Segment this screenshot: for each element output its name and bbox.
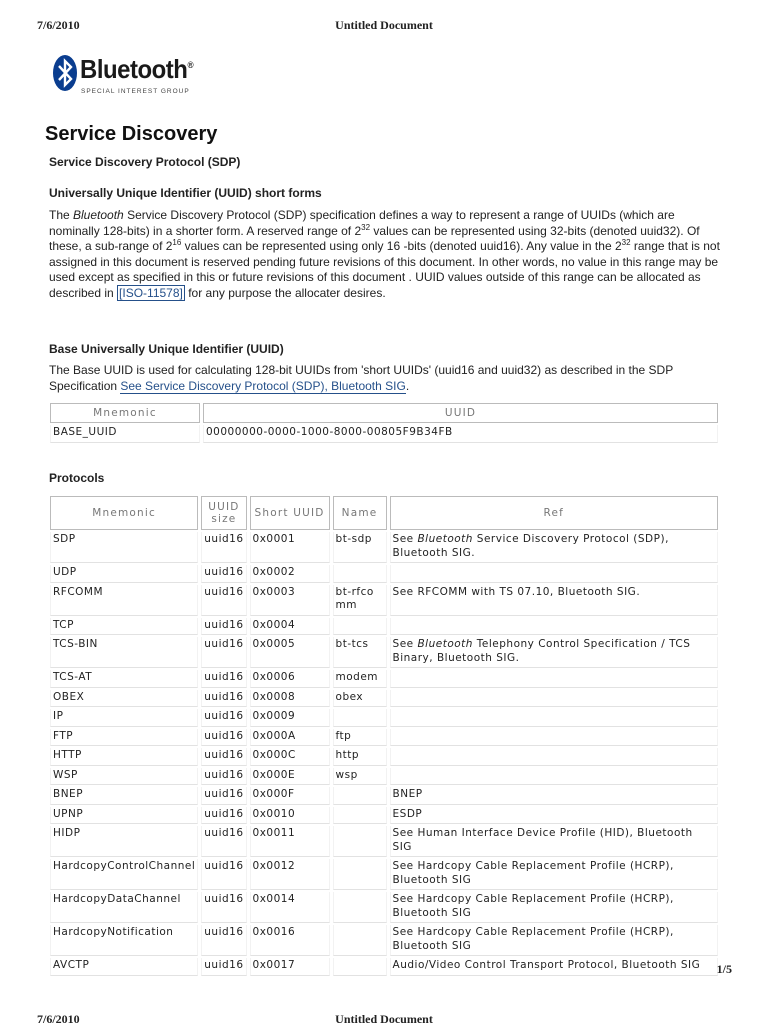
- table-cell: 0x0009: [250, 709, 330, 727]
- sdp-heading: Service Discovery Protocol (SDP): [49, 155, 241, 169]
- table-cell: HardcopyDataChannel: [50, 892, 198, 923]
- table-row: [50, 709, 718, 727]
- page-title: Service Discovery: [45, 123, 218, 145]
- table-cell: HIDP: [50, 826, 198, 857]
- table-cell: See Bluetooth Service Discovery Protocol (SDP), Bluetooth SIG.: [390, 532, 718, 563]
- table-cell: HardcopyNotification: [50, 925, 198, 956]
- table-cell: uuid16: [201, 826, 246, 857]
- table-cell: [333, 618, 387, 636]
- table-cell: modem: [333, 670, 387, 688]
- table-cell: [333, 709, 387, 727]
- iso-11578-link[interactable]: [ISO-11578]: [119, 285, 183, 300]
- table-cell: 00000000-0000-1000-8000-00805F9B34FB: [203, 425, 718, 443]
- table-cell: 0x0006: [250, 670, 330, 688]
- table-cell: See Bluetooth Telephony Control Specification / TCS Binary, Bluetooth SIG.: [390, 637, 718, 668]
- table-cell: AVCTP: [50, 958, 198, 976]
- table-row: [50, 425, 718, 443]
- table-cell: uuid16: [201, 532, 246, 563]
- table-cell: http: [333, 748, 387, 766]
- table-cell: See Hardcopy Cable Replacement Profile (HCRP), Bluetooth SIG: [390, 892, 718, 923]
- table-cell: UPNP: [50, 807, 198, 825]
- table-cell: 0x0011: [250, 826, 330, 857]
- logo-wordmark: Bluetooth®: [80, 54, 194, 84]
- table-cell: [333, 787, 387, 805]
- print-title: Untitled Document: [335, 18, 433, 32]
- uuid-short-heading: Universally Unique Identifier (UUID) short forms: [49, 186, 322, 200]
- table-row: [50, 826, 718, 857]
- table-cell: Audio/Video Control Transport Protocol, Bluetooth SIG: [390, 958, 718, 976]
- table-row: [50, 892, 718, 923]
- table-row: [50, 670, 718, 688]
- table-cell: [390, 709, 718, 727]
- table-cell: [390, 565, 718, 583]
- table-row: [50, 768, 718, 786]
- table-cell: See Hardcopy Cable Replacement Profile (HCRP), Bluetooth SIG: [390, 859, 718, 890]
- table-cell: uuid16: [201, 748, 246, 766]
- table-row: [50, 565, 718, 583]
- print-title: Untitled Document: [335, 1012, 433, 1026]
- table-row: [50, 690, 718, 708]
- table-row: [50, 637, 718, 668]
- table-cell: uuid16: [201, 768, 246, 786]
- table-cell: 0x0017: [250, 958, 330, 976]
- table-row: [50, 859, 718, 890]
- table-cell: See RFCOMM with TS 07.10, Bluetooth SIG.: [390, 585, 718, 616]
- protocols-table: [47, 494, 721, 978]
- table-cell: 0x0008: [250, 690, 330, 708]
- table-cell: 0x0012: [250, 859, 330, 890]
- table-cell: uuid16: [201, 958, 246, 976]
- print-date: 7/6/2010: [37, 1012, 80, 1026]
- table-cell: 0x0003: [250, 585, 330, 616]
- table-cell: [333, 807, 387, 825]
- table-row: [50, 729, 718, 747]
- column-header: UUID size: [201, 496, 246, 530]
- base-uuid-table: [47, 401, 721, 445]
- table-cell: uuid16: [201, 690, 246, 708]
- table-cell: FTP: [50, 729, 198, 747]
- bluetooth-icon: [52, 54, 78, 92]
- table-cell: 0x0005: [250, 637, 330, 668]
- bluetooth-logo: [50, 54, 200, 100]
- table-row: [50, 618, 718, 636]
- intro-paragraph: The Bluetooth Service Discovery Protocol (SDP) specification defines a way to represent a range of UUIDs (which are nominally 128-bits) in a shorter form. A reserved range of $2^{32}$ values can be represented using 32-bits (denoted uuid32). Of these, a sub-range of $2^{16}$ values can be represented using only 16 -bits (denoted uuid16). Any value in the $2^{32}$ range that is not assigned in this document is reserved pending future revisions of this document. In other words, no value in this range may be used except as specified in this or future revisions of this document . UUID values outside of this range can be allocated as described in [ISO-11578] for any purpose the allocater desires.: [49, 208, 720, 300]
- table-cell: uuid16: [201, 585, 246, 616]
- table-cell: 0x000F: [250, 787, 330, 805]
- print-header: [0, 18, 768, 34]
- table-cell: bt-sdp: [333, 532, 387, 563]
- table-cell: [333, 925, 387, 956]
- print-date: 7/6/2010: [37, 18, 80, 32]
- table-row: [50, 787, 718, 805]
- table-cell: uuid16: [201, 925, 246, 956]
- table-cell: 0x000A: [250, 729, 330, 747]
- column-header: Ref: [390, 496, 718, 530]
- table-row: [50, 532, 718, 563]
- table-cell: BASE_UUID: [50, 425, 200, 443]
- sdp-spec-link[interactable]: See Service Discovery Protocol (SDP), Bluetooth SIG: [120, 378, 406, 393]
- table-row: [50, 585, 718, 616]
- table-cell: TCS-BIN: [50, 637, 198, 668]
- table-cell: [333, 565, 387, 583]
- logo-tagline: SPECIAL INTEREST GROUP: [81, 88, 190, 95]
- column-header: Mnemonic: [50, 403, 200, 423]
- column-header: Short UUID: [250, 496, 330, 530]
- table-cell: uuid16: [201, 618, 246, 636]
- table-cell: uuid16: [201, 637, 246, 668]
- column-header: Name: [333, 496, 387, 530]
- table-row: [50, 925, 718, 956]
- table-cell: [333, 958, 387, 976]
- table-cell: [333, 826, 387, 857]
- table-cell: BNEP: [390, 787, 718, 805]
- table-cell: RFCOMM: [50, 585, 198, 616]
- table-cell: obex: [333, 690, 387, 708]
- table-cell: 0x0016: [250, 925, 330, 956]
- table-cell: uuid16: [201, 787, 246, 805]
- table-cell: uuid16: [201, 859, 246, 890]
- table-cell: 0x0014: [250, 892, 330, 923]
- table-cell: uuid16: [201, 709, 246, 727]
- table-cell: 0x0004: [250, 618, 330, 636]
- table-cell: uuid16: [201, 729, 246, 747]
- table-cell: IP: [50, 709, 198, 727]
- table-cell: 0x000C: [250, 748, 330, 766]
- table-cell: uuid16: [201, 670, 246, 688]
- page-number: 1/5: [716, 962, 732, 976]
- table-cell: See Human Interface Device Profile (HID), Bluetooth SIG: [390, 826, 718, 857]
- table-cell: [390, 768, 718, 786]
- table-cell: WSP: [50, 768, 198, 786]
- base-uuid-paragraph: The Base UUID is used for calculating 128-bit UUIDs from 'short UUIDs' (uuid16 and uuid32) as described in the SDP Specification See Service Discovery Protocol (SDP), Bluetooth SIG.: [49, 363, 673, 393]
- table-cell: bt-tcs: [333, 637, 387, 668]
- table-cell: [390, 729, 718, 747]
- table-row: [50, 958, 718, 976]
- table-cell: uuid16: [201, 807, 246, 825]
- table-cell: HardcopyControlChannel: [50, 859, 198, 890]
- table-cell: ESDP: [390, 807, 718, 825]
- table-cell: 0x000E: [250, 768, 330, 786]
- table-row: [50, 807, 718, 825]
- table-cell: wsp: [333, 768, 387, 786]
- base-uuid-heading: Base Universally Unique Identifier (UUID): [49, 342, 284, 356]
- column-header: Mnemonic: [50, 496, 198, 530]
- table-cell: uuid16: [201, 565, 246, 583]
- table-cell: HTTP: [50, 748, 198, 766]
- table-cell: 0x0010: [250, 807, 330, 825]
- table-cell: See Hardcopy Cable Replacement Profile (HCRP), Bluetooth SIG: [390, 925, 718, 956]
- table-cell: TCS-AT: [50, 670, 198, 688]
- table-cell: uuid16: [201, 892, 246, 923]
- table-cell: 0x0002: [250, 565, 330, 583]
- table-cell: [390, 748, 718, 766]
- protocols-heading: Protocols: [49, 471, 105, 485]
- table-cell: UDP: [50, 565, 198, 583]
- table-row: [50, 748, 718, 766]
- table-cell: [390, 670, 718, 688]
- table-cell: TCP: [50, 618, 198, 636]
- table-cell: bt-rfcomm: [333, 585, 387, 616]
- table-cell: [390, 690, 718, 708]
- table-cell: ftp: [333, 729, 387, 747]
- table-cell: SDP: [50, 532, 198, 563]
- table-cell: OBEX: [50, 690, 198, 708]
- table-cell: [333, 859, 387, 890]
- table-cell: [390, 618, 718, 636]
- table-cell: [333, 892, 387, 923]
- table-cell: BNEP: [50, 787, 198, 805]
- column-header: UUID: [203, 403, 718, 423]
- protocols-table-body: [50, 532, 718, 976]
- table-cell: 0x0001: [250, 532, 330, 563]
